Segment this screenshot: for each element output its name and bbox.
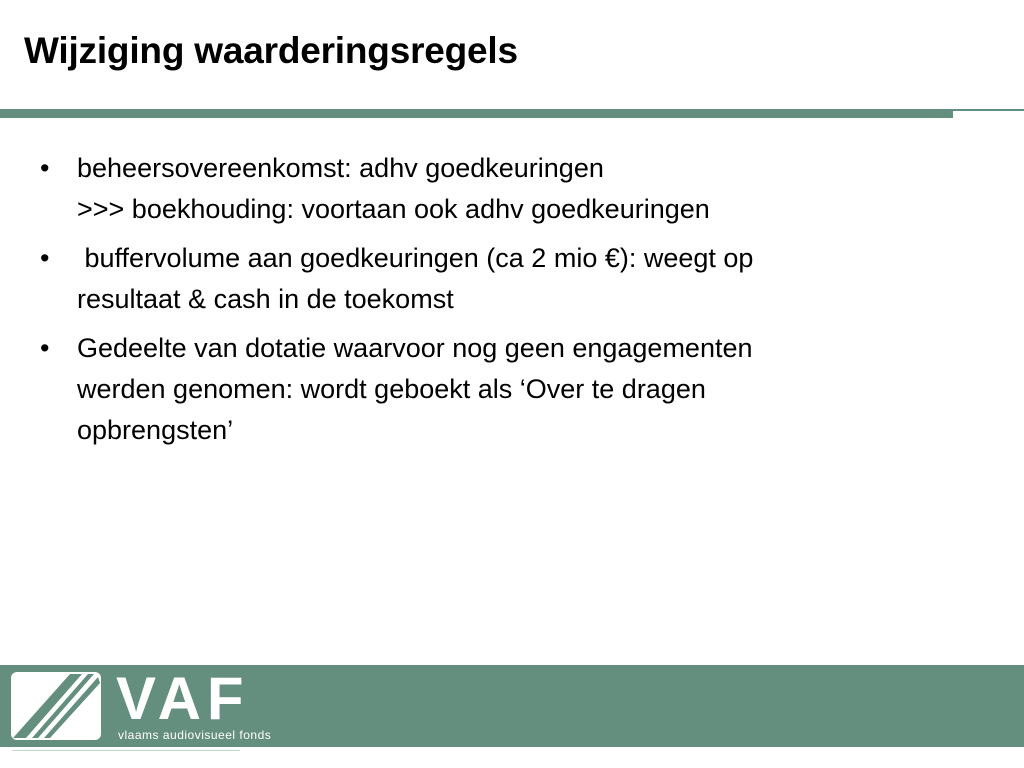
bullet-line: werden genomen: wordt geboekt als ‘Over te dragen [77, 374, 706, 404]
title-divider-thin [953, 109, 1024, 111]
title-divider [0, 109, 953, 118]
bullet-line: opbrengsten’ [77, 415, 234, 445]
bullet-list [40, 148, 910, 459]
bullet-line: >>> boekhouding: voortaan ook adhv goedkeuringen [77, 194, 710, 224]
bullet-line: buffervolume aan goedkeuringen (ca 2 mio €): weegt op [77, 243, 754, 273]
vaf-logo-mark-icon [10, 671, 102, 741]
bullet-item-2 [40, 238, 910, 320]
bullet-line: resultaat & cash in de toekomst [77, 284, 454, 314]
bullet-icon: • [40, 243, 50, 273]
footer-divider [12, 750, 240, 751]
slide-title: Wijziging waarderingsregels [24, 30, 518, 71]
vaf-logo-subtitle: vlaams audiovisueel fonds [118, 728, 272, 742]
bullet-icon: • [40, 153, 50, 183]
bullet-line: Gedeelte van dotatie waarvoor nog geen engagementen [77, 333, 753, 363]
bullet-item-1 [40, 148, 910, 230]
bullet-icon: • [40, 333, 50, 363]
bullet-item-3 [40, 328, 910, 451]
vaf-logo-text: VAF [116, 665, 250, 732]
bullet-line: beheersovereenkomst: adhv goedkeuringen [77, 153, 604, 183]
